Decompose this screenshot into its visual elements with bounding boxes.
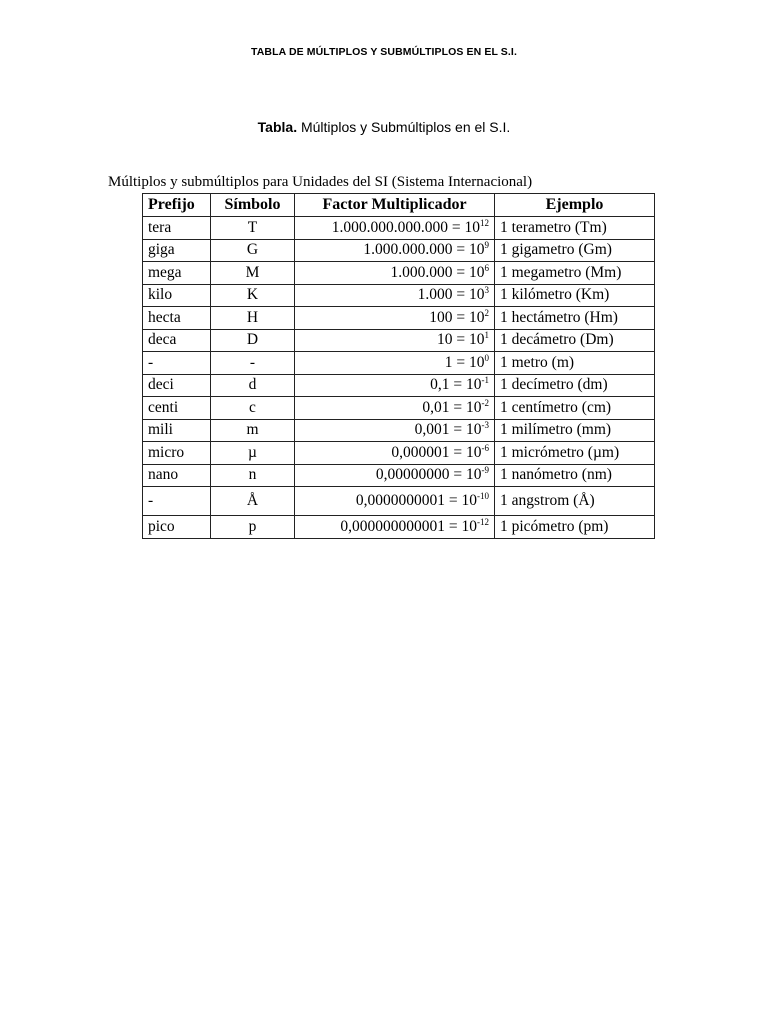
table-row [143, 397, 655, 420]
cell-symbol: n [211, 464, 295, 487]
cell-factor [295, 516, 495, 539]
cell-factor [295, 307, 495, 330]
cell-example: 1 terametro (Tm) [495, 217, 655, 240]
cell-factor [295, 352, 495, 375]
cell-prefix: micro [143, 442, 211, 465]
factor-value: 10 = 10 [437, 331, 485, 349]
table-row [143, 217, 655, 240]
cell-example: 1 gigametro (Gm) [495, 239, 655, 262]
cell-prefix: nano [143, 464, 211, 487]
factor-value: 1.000.000 = 10 [390, 263, 485, 281]
header-example: Ejemplo [495, 194, 655, 217]
factor-value: 0,1 = 10 [430, 376, 482, 394]
factor-value: 0,00000000 = 10 [375, 466, 482, 484]
factor-exponent: -1 [481, 375, 489, 386]
cell-prefix: giga [143, 239, 211, 262]
cell-symbol: d [211, 374, 295, 397]
factor-value: 1.000.000.000.000 = 10 [331, 218, 480, 236]
factor-exponent: 9 [484, 240, 489, 251]
factor-value: 100 = 10 [429, 308, 485, 326]
table-row [143, 284, 655, 307]
table-row [143, 464, 655, 487]
cell-example: 1 kilómetro (Km) [495, 284, 655, 307]
cell-example: 1 megametro (Mm) [495, 262, 655, 285]
factor-exponent: -12 [477, 516, 489, 527]
cell-example: 1 angstrom (Å) [495, 487, 655, 516]
factor-exponent: 2 [484, 307, 489, 318]
cell-symbol: - [211, 352, 295, 375]
factor-value: 1.000 = 10 [417, 286, 485, 304]
factor-exponent: 0 [484, 352, 489, 363]
cell-factor [295, 397, 495, 420]
cell-prefix: tera [143, 217, 211, 240]
factor-value: 1 = 10 [444, 353, 485, 371]
table-caption [0, 119, 768, 135]
cell-symbol: Å [211, 487, 295, 516]
cell-symbol: m [211, 419, 295, 442]
factor-exponent: -3 [481, 420, 489, 431]
table-row [143, 262, 655, 285]
cell-prefix: mega [143, 262, 211, 285]
cell-factor [295, 329, 495, 352]
table-row [143, 442, 655, 465]
cell-symbol: T [211, 217, 295, 240]
cell-prefix: deca [143, 329, 211, 352]
cell-symbol: H [211, 307, 295, 330]
cell-symbol: p [211, 516, 295, 539]
cell-prefix: hecta [143, 307, 211, 330]
factor-exponent: -2 [481, 397, 489, 408]
cell-factor [295, 262, 495, 285]
header-factor: Factor Multiplicador [295, 194, 495, 217]
table-row [143, 329, 655, 352]
cell-factor [295, 374, 495, 397]
factor-exponent: -10 [477, 491, 489, 501]
cell-prefix: centi [143, 397, 211, 420]
table-row [143, 307, 655, 330]
factor-exponent: 3 [484, 285, 489, 296]
cell-symbol: K [211, 284, 295, 307]
factor-exponent: -6 [481, 442, 489, 453]
si-prefix-table [142, 193, 655, 539]
table-title: Múltiplos y submúltiplos para Unidades del SI (Sistema Internacional) [108, 174, 533, 190]
cell-symbol: M [211, 262, 295, 285]
factor-value: 0,0000000001 = 10 [355, 492, 477, 509]
cell-example: 1 nanómetro (nm) [495, 464, 655, 487]
table-row [143, 352, 655, 375]
cell-example: 1 centímetro (cm) [495, 397, 655, 420]
cell-symbol: µ [211, 442, 295, 465]
cell-example: 1 decámetro (Dm) [495, 329, 655, 352]
table-row [143, 487, 655, 516]
cell-prefix: - [143, 352, 211, 375]
page-header: TABLA DE MÚLTIPLOS Y SUBMÚLTIPLOS EN EL S.I. [251, 46, 517, 58]
factor-value: 1.000.000.000 = 10 [363, 241, 485, 259]
factor-exponent: 1 [484, 330, 489, 341]
cell-factor [295, 442, 495, 465]
cell-prefix: - [143, 487, 211, 516]
caption-text: Múltiplos y Submúltiplos en el S.I. [300, 119, 511, 135]
cell-factor [295, 284, 495, 307]
factor-value: 0,000001 = 10 [391, 443, 482, 461]
cell-factor [295, 419, 495, 442]
factor-exponent: 6 [484, 262, 489, 273]
cell-factor [295, 487, 495, 516]
table-row [143, 419, 655, 442]
factor-value: 0,000000000001 = 10 [340, 517, 477, 535]
cell-factor [295, 217, 495, 240]
cell-example: 1 micrómetro (µm) [495, 442, 655, 465]
cell-example: 1 decímetro (dm) [495, 374, 655, 397]
factor-exponent: -9 [481, 465, 489, 476]
cell-symbol: G [211, 239, 295, 262]
cell-example: 1 milímetro (mm) [495, 419, 655, 442]
table-row [143, 374, 655, 397]
header-symbol: Símbolo [211, 194, 295, 217]
cell-example: 1 metro (m) [495, 352, 655, 375]
cell-example: 1 hectámetro (Hm) [495, 307, 655, 330]
table-body [143, 217, 655, 539]
cell-prefix: kilo [143, 284, 211, 307]
cell-prefix: mili [143, 419, 211, 442]
cell-factor [295, 239, 495, 262]
cell-factor [295, 464, 495, 487]
table-row [143, 516, 655, 539]
factor-value: 0,001 = 10 [414, 421, 482, 439]
factor-value: 0,01 = 10 [422, 398, 482, 416]
table-row [143, 239, 655, 262]
cell-prefix: pico [143, 516, 211, 539]
header-prefix: Prefijo [143, 194, 211, 217]
cell-prefix: deci [143, 374, 211, 397]
table-header-row [143, 194, 655, 217]
cell-example: 1 picómetro (pm) [495, 516, 655, 539]
caption-label: Tabla. [257, 119, 298, 135]
cell-symbol: D [211, 329, 295, 352]
factor-exponent: 12 [480, 217, 489, 228]
cell-symbol: c [211, 397, 295, 420]
